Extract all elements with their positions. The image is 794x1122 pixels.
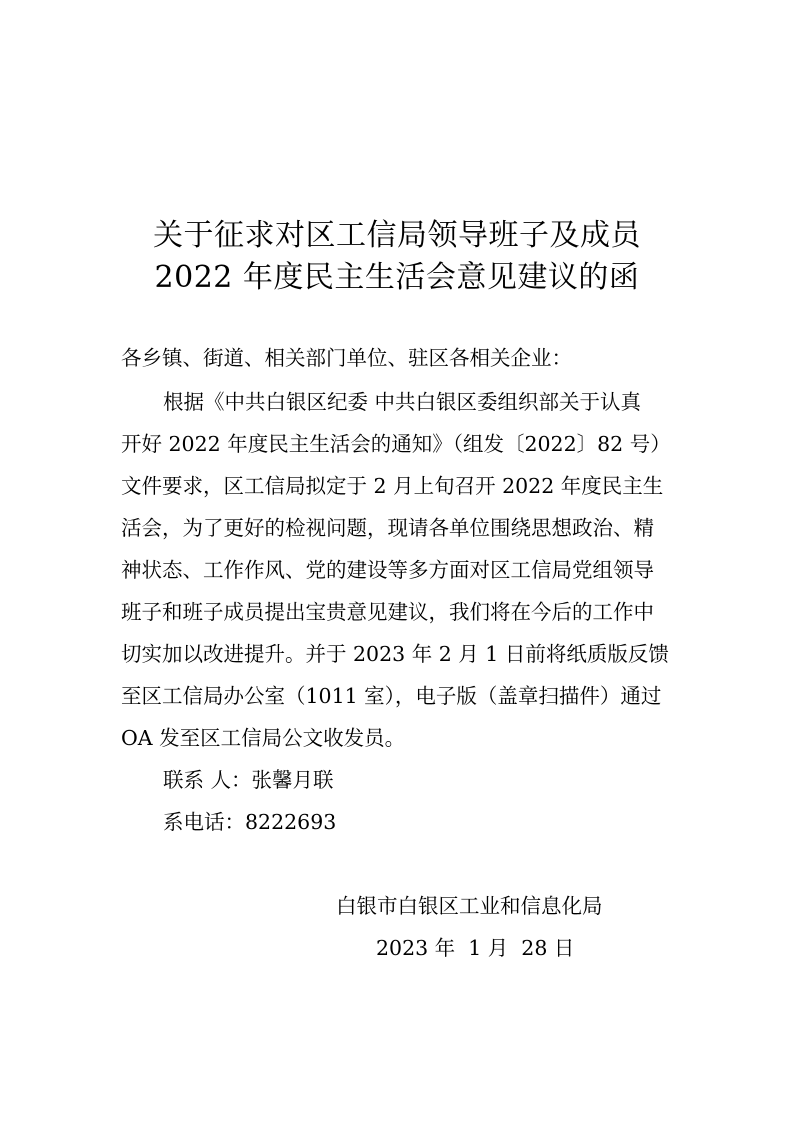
document-title-line-2: 2022 年度民主生活会意见建议的函 [154,260,640,295]
salutation: 各乡镇、街道、相关部门单位、驻区各相关企业： [121,346,572,370]
body-line: 根据《中共白银区纪委 中共白银区委组织部关于认真 [163,390,642,414]
document-title-line-1: 关于征求对区工信局领导班子及成员 [153,218,641,253]
body-line: 至区工信局办公室（1011 室），电子版（盖章扫描件）通过 [121,684,662,708]
signature-organization: 白银市白银区工业和信息化局 [336,894,603,918]
body-line: 文件要求，区工信局拟定于 2 月上旬召开 2022 年度民主生 [121,474,664,498]
body-line: 神状态、工作作风、党的建设等多方面对区工信局党组领导 [121,558,654,582]
body-line: 班子和班子成员提出宝贵意见建议，我们将在今后的工作中 [121,600,654,624]
body-line: 开好 2022 年度民主生活会的通知》（组发〔2022〕82 号） [121,432,671,456]
contact-person: 联系 人：张馨月联 [163,768,334,792]
contact-phone: 系电话：8222693 [163,810,337,834]
body-line: 切实加以改进提升。并于 2023 年 2 月 1 日前将纸质版反馈 [121,642,669,666]
body-line: 活会，为了更好的检视问题，现请各单位围绕思想政治、精 [121,516,654,540]
signature-date: 2023 年 1 月 28 日 [376,936,575,960]
body-line: OA 发至区工信局公文收发员。 [121,726,406,750]
